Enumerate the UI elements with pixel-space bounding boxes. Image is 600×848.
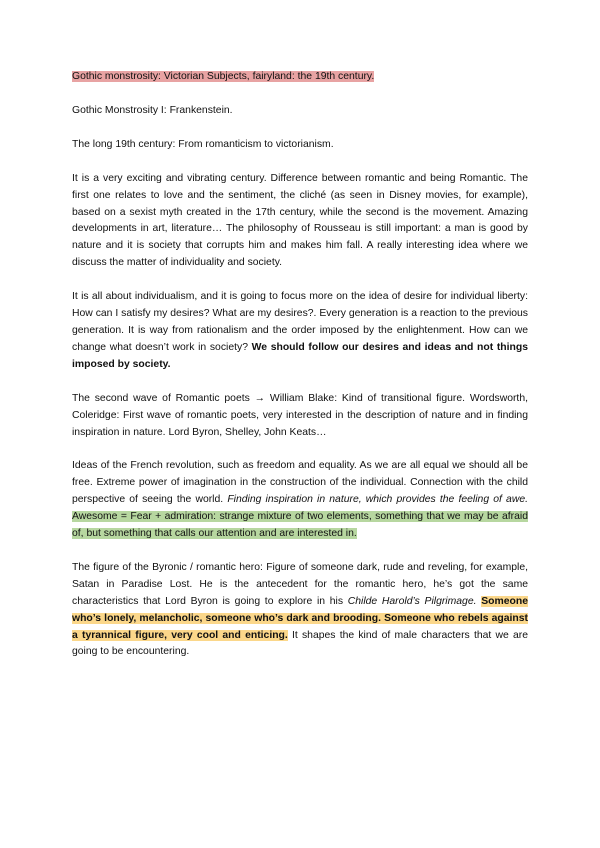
- paragraph-1: It is a very exciting and vibrating century. Difference between romantic and being Romantic. The first one relates to love and the sentiment, the cliché (as seen in Disney movies, for example), based on a sexist myth created in the 17th century, while the second is the movement. Amazing developments in art, literature… The philosophy of Rousseau is still important: a man is good by nature and it is society that corrupts him and makes him fall. A really interesting idea where we discuss the matter of individuality and society.: [72, 172, 528, 269]
- paragraph-2-text: It is all about individualism, and it is going to focus more on the idea of desire for individual liberty: How can I satisfy my desires? What are my desires?. Every generation is a reaction to the previous generation. It is way from rationalism and the order imposed by the enlightenment. How can we change what doesn’t work in society?: [72, 291, 528, 353]
- paragraph-4-text: Ideas of the French revolution, such as freedom and equality. As we are all equal we should all be free. Extreme power of imagination in the construction of the individual. Connection with the child perspective of seeing the world.: [72, 460, 528, 506]
- section-heading: The long 19th century: From romanticism to victorianism.: [72, 138, 334, 150]
- document-subtitle: Gothic Monstrosity I: Frankenstein.: [72, 104, 233, 116]
- paragraph-5-italic: Childe Harold’s Pilgrimage.: [347, 595, 477, 607]
- paragraph-4: [72, 458, 528, 543]
- paragraph-2: [72, 289, 528, 374]
- paragraph-5-highlight: Someone who’s lonely, melancholic, someone who’s dark and brooding. Someone who rebels against a tyrannical figure, very cool and enticing.: [72, 595, 528, 641]
- paragraph-2-bold: We should follow our desires and ideas and not things imposed by society.: [72, 341, 528, 370]
- paragraph-4-italic: Finding inspiration in nature, which provides the feeling of awe.: [227, 494, 528, 506]
- paragraph-4-highlight: Awesome = Fear + admiration: strange mixture of two elements, something that we may be afraid of, but something that calls our attention and are interested in.: [72, 511, 528, 540]
- paragraph-5-text: The figure of the Byronic / romantic hero: Figure of someone dark, rude and reveling, for example, Satan in Paradise Lost. He is the antecedent for the romantic hero, he’s got the same characteristics that Lord Byron is going to explore in his: [72, 561, 528, 607]
- document-title: [72, 69, 528, 86]
- paragraph-5: [72, 560, 528, 661]
- paragraph-5-tail: It shapes the kind of male characters that we are going to be encountering.: [72, 629, 528, 658]
- title-highlight: Gothic monstrosity: Victorian Subjects, fairyland: the 19th century.: [72, 71, 375, 82]
- paragraph-3: The second wave of Romantic poets → William Blake: Kind of transitional figure. Wordsworth, Coleridge: First wave of romantic poets, very interested in the description of nature and in finding inspiration in nature. Lord Byron, Shelley, John Keats…: [72, 392, 528, 438]
